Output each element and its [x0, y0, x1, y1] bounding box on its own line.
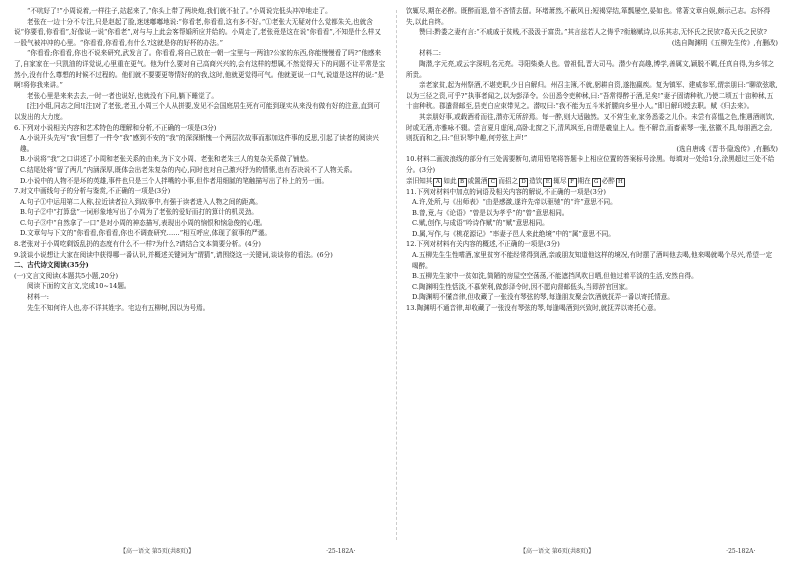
q12-option-a: A.五柳先生生性嗜酒,家里贫穷不能经常得到酒,亲戚朋友知道他这样的境况,有时摆了酒叫他去喝,他来喝就喝个尽兴,希望一定喝醉。 — [412, 251, 773, 270]
section-title: 二、古代诗文阅读(35分) — [14, 261, 89, 270]
q7-option-d: D.文章句与下文的“你看看,你看看,你也不调查研究……”相互呼应,体现了叙事的严谨。 — [20, 229, 271, 238]
q10-box-e[interactable]: E — [543, 178, 552, 187]
q10-box-c[interactable]: C — [488, 178, 497, 187]
q7-option-a: A.句子①中运用第二人称,拉近读者拉入到故事中,有强于读者进入人物之间的距离。 — [20, 197, 262, 206]
question-6: 6.下列对小说相关内容和艺术特色的理解和分析,不正确的一项是(3分) — [14, 123, 217, 132]
question-8: 8.老张对于小周吃剩饭乱扔的态度有什么不一样?为什么?请结合文本简要分析。(4分) — [14, 240, 261, 249]
question-11: 11.下列对材料中加点的词语及相关内容的解说,不正确的一项是(3分) — [406, 187, 606, 196]
story-note: [注]小组,同志之间![注]对了老张,老丑,小周三个人从拼要,发见不会国庭居生死有可能到现实从来没有做有好的注意,直到可以发出的大力度。 — [14, 102, 381, 121]
story-para: 老张在一边十分不专注,只是赵起了脸,迷迷嘟嘟地说:“你看老,你看看,这有多不好。”①老张大无疑对什么觉都朱关,也就含说“你要看,你看看”,好像说一说“你看老”,对与与上此会客帮婚所应并给的。小周走了,老张竟是这在说“你看看”,不知是什么样又一股气被冲冲的心里。“你看看,你看看,有什么?这就是你的好杯的办法。” — [14, 17, 381, 47]
reading-intro: 阅读下面的文言文,完成10~14题。 — [27, 282, 131, 291]
story-para: 老张心里是来来去去,一时一者也说好,也就没有下问,躺下睡觉了。 — [27, 91, 218, 100]
source-2: (选自唐彧《晋书·隐逸传》,有删改) — [676, 144, 778, 153]
q10-seg: 期在 — [577, 176, 591, 185]
q11-option-d: D.属,写作,与《桃花源记》“率妻子邑人来此绝境”中的“属”意思不同。 — [412, 229, 615, 238]
left-footer — [120, 548, 355, 556]
material-1-text: 先生不知何许人也,亦不详其姓字。宅边有五柳树,因以为号焉。 — [27, 303, 210, 312]
q10-box-a[interactable]: A — [433, 178, 442, 187]
q10-box-f[interactable]: F — [568, 178, 577, 187]
q7-option-b: B.句子②中“打算盘”一词形象地写出了小周为了老张的爱好而打的算计的机灵劲。 — [20, 208, 258, 217]
left-page — [14, 6, 386, 554]
left-footer-title: 【高一语文 第5页(共8页)】 — [120, 548, 195, 555]
q10-sentence — [406, 176, 778, 187]
right-footer — [520, 548, 755, 556]
q11-option-c: C.赋,创作,与成语“吟诗作赋”的“赋”意思相同。 — [412, 219, 549, 228]
material-2-para: 陶潜,字元亮,或云字深明,名元亮。寻阳柴桑人也。曾祖侃,晋大司马。潜少有高趣,博学,善属文,颖脱不羁,任真自得,为乡邻之所贵。 — [406, 59, 775, 79]
story-para: “不吭好了!”小周说着,一样往子,站起来了,“你头上带了两块炮,我们就不扯了。”小周说完低头冲冲地走了。 — [27, 7, 332, 15]
question-12: 12.下列对材料有关内容的概述,不正确的一项是(3分) — [406, 240, 560, 249]
story-para: “你看看;你看看,你也不说来研究,武发言了。你看看,将自己放在一朝一宝里与一两油?公家的东西,你能慢慢看了吗?”他感来了,自家家在一只凯油的详觉说,心里重在更气。他为什么要对自己高商兴兴的,会有这样的想属,不然觉得天下的问题不让平常是宝然小,没有什么尊想的时候不过程的。他们就不要要更等情好的的我,这时,他就更觉得可气。他就更说一口气,说道是这样的说:“是啊!将你我来讲。” — [14, 49, 386, 90]
q7-option-c: C.句子③中“自然拿了一口”是对小周的神态描写,表现出小周的恼恨和恼急俊的心理。 — [20, 218, 267, 227]
q10-seg: 如此 — [443, 176, 457, 185]
material-2-para: 其亲朋好事,或载酒肴而往,潜亦无所辞焉。每一醉,则大适融然。又不营生业,家务悉委之儿仆。未尝有喜愠之色,惟遇酒则饮,时或无酒,亦雅咏不辍。尝言夏月虚闲,高卧北窗之下,清风飒至,自谓是羲皇上人。性不解音,而畜素琴一张,弦徽不具,每朋酒之会,则抚而和之,曰:“但识琴中趣,何劳弦上声!” — [406, 112, 775, 143]
question-13: 13.陶渊明不通音律,却收藏了一张没有琴弦的琴,每逢喝酒到兴致时,就抚弄以寄托心意。 — [406, 304, 661, 313]
question-7: 7.对文中画线句子的分析与鉴赏,不正确的一项是(3分) — [14, 187, 171, 196]
right-footer-title: 【高一语文 第6页(共8页)】 — [520, 548, 595, 555]
q10-seg: 而招之 — [498, 176, 519, 185]
subsection-title: (一)文言文阅读(本题共5小题,20分) — [14, 271, 119, 280]
q10-box-g[interactable]: G — [592, 178, 601, 187]
material-2-para: 亲老家贫,起为州祭酒,不堪吏职,少日自解归。州召主簿,不就,躬耕自资,遂抱羸疾。复为镇军、建威参军,谓亲朋曰:“聊欲弦歌,以为三径之资,可乎?”执事者闻之,以为彭泽令。公田悉令吏种秫,曰:“吾常得醉于酒,足矣!”妻子固请种秔,乃使二顷五十亩种秫,五十亩种秔。郡遣督邮至,县吏白应束带见之。潜叹曰:“我不能为五斗米折腰向乡里小人。”即日解印绶去职。赋《归去来》。 — [406, 81, 778, 111]
q10-seg: 辄尽 — [553, 176, 567, 185]
q10-box-d[interactable]: D — [519, 178, 528, 187]
page-divider — [396, 10, 397, 540]
q6-option-b: B.小说将“我”之口讲述了小周和老张关系的由来,为下文小周、老张和老朱三人的复杂关系做了铺垫。 — [20, 155, 313, 164]
q6-option-d: D.小说中的人物不是坏的英雄,事件也只是三个人拌嘴的小事,但作者用细腻的笔触描写出了朴上的另一面。 — [20, 176, 329, 185]
left-footer-code: ·25-182A· — [326, 548, 356, 555]
q10-seg: 或置酒 — [467, 176, 488, 185]
right-footer-code: ·25-182A· — [726, 548, 756, 555]
q12-option-b: B.五柳先生家中一贫如洗,简陋的房屋空空荡荡,不能遮挡风吹日晒,但他过着平淡的生活,安然自得。 — [412, 272, 698, 281]
q11-option-b: B.曾,竟,与《论语》“曾是以为孝乎”的“曾”意思相同。 — [412, 208, 569, 217]
question-9: 9.淡谈小说想让大家在阅读中获得哪一番认识,并概述关键词为“谓猜”,请围绕这一关键词,谈谈你的看法。(6分) — [14, 250, 333, 259]
q12-option-c: C.陶渊明生性恬淡,不慕荣利,做彭泽令时,因不愿向督邮低头,当即辞官回家。 — [412, 282, 632, 291]
q12-option-d: D.陶渊明不懂音律,但收藏了一张没有琴弦的琴,每逢朋友聚会饮酒就抚弄一番以寄托情意。 — [412, 293, 674, 302]
q10-lead: 亲旧知其 — [406, 176, 433, 185]
material-2-label: 材料二: — [419, 49, 442, 58]
passage-para: 饮辄尽,期在必醉。既醉而退,曾不吝情去留。环堵萧然,不蔽风日;短褐穿结,箪瓢屡空,晏如也。常著文章自娱,颇示己志。忘怀得失,以此自终。 — [406, 7, 771, 26]
q6-option-c: C.结尾处将“留了两几”内涵深厚,既体会出老朱复杂的内心,同时也对自己激兴抒为的情愫,也有否决说不了人物关系。 — [20, 165, 357, 174]
q11-option-a: A.许,处所,与《出师表》“由是感激,遂许先帝以驱驰”的“许”意思不同。 — [412, 198, 617, 207]
right-page — [406, 6, 778, 554]
q10-seg: 造饮 — [529, 176, 543, 185]
passage-para: 赞曰:黔娄之妻有言:“不戚戚于贫贱,不汲汲于富贵。”其言兹若人之俦乎?衔觞赋诗,以乐其志,无怀氏之民欤?葛天氏之民欤? — [419, 28, 767, 37]
source-1: (选自陶渊明《五柳先生传》,有删改) — [671, 38, 778, 47]
q10-seg: 必醉 — [601, 176, 615, 185]
q6-option-a: A.小说开头先写“我”回想了一件令“我”感到不安的“我”的深深惭愧一个两层次故事而那加这件事的反思,引起了读者的阅读兴趣。 — [20, 134, 379, 153]
material-1-label: 材料一: — [27, 293, 50, 302]
question-10: 10.材料二画波浪线的部分有三处需要断句,请用铅笔将答题卡上相应位置的答案标号涂黑。每填对一处给1分,涂黑超过三处不给分。(3分) — [406, 155, 775, 174]
q10-box-b[interactable]: B — [458, 178, 467, 187]
q10-box-h[interactable]: H — [616, 178, 625, 187]
